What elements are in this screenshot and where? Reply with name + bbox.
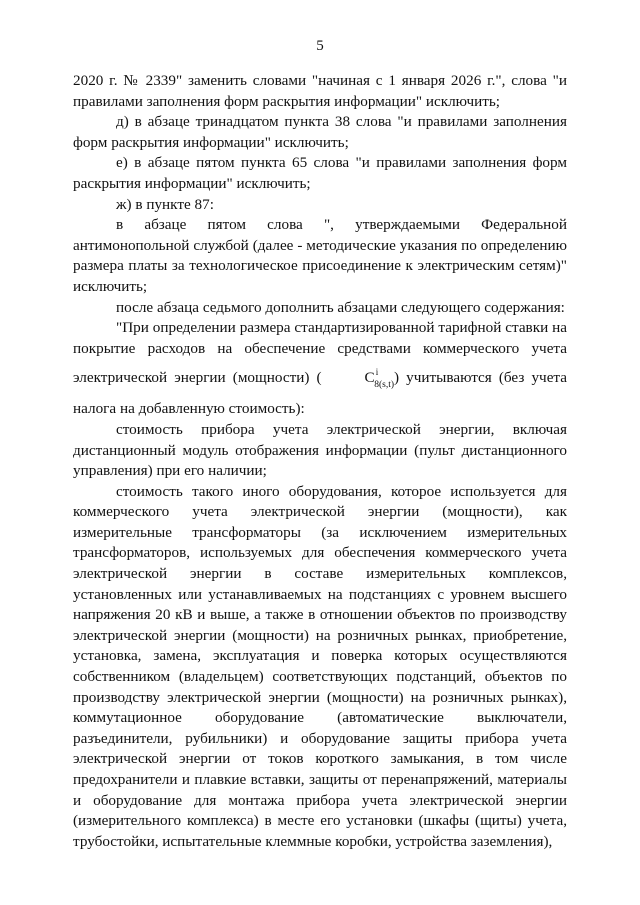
paragraph-after-seventh: после абзаца седьмого дополнить абзацами следующего содержания: [116,298,565,316]
document-body [73,71,567,852]
tariff-symbol-superscript: i [375,367,379,378]
formula-text-before: "При определении размера стандартизированной тарифной ставки на покрытие расходов на обеспечение средствами коммерческого учета электрической энергии (мощности) ( [73,319,567,387]
paragraph-other-equipment-cost: стоимость такого иного оборудования, которое используется для коммерческого учета электрической энергии (мощности), как измерительные трансформаторы (за исключением измерительных трансформаторов, используемых для обеспечения коммерческого учета электрической энергии в составе измерительных комплексов, установленных или устанавливаемых на подстанциях с уровнем высшего напряжения 20 кВ и выше, а также в отношении объектов по производству электрической энергии (мощности) на розничных рынках, приобретение, установка, замена, эксплуатация и поверка которых осуществляются собственником (владельцем) соответствующих подстанций, объектов по производству электрической энергии (мощности) на розничных рынках), коммутационное оборудование (автоматические выключатели, разъединители, рубильники) и оборудование защиты прибора учета электрической энергии от токов короткого замыкания, в том числе предохранители и плавкие вставки, защиты от перенапряжений, материалы и оборудование для монтажа прибора учета электрической энергии (измерительного комплекса) в месте его установки (шкафы (щиты) учета, трубостойки, испытательные клеммные коробки, устройства заземления), [73,482,567,850]
tariff-symbol-base: C [364,369,375,387]
paragraph-paragraph-five: в абзаце пятом слова ", утверждаемыми Федеральной антимонопольной службой (далее - методические указания по определению размера платы за технологическое присоединение к электрическим сетям)" исключить; [73,216,567,295]
paragraph-item-zh: ж) в пункте 87: [116,195,214,213]
paragraph-item-e: е) в абзаце пятом пункта 65 слова "и правилами заполнения форм раскрытия информации" исключить; [73,154,567,192]
paragraph-item-d: д) в абзаце тринадцатом пункта 38 слова "и правилами заполнения форм раскрытия информации" исключить; [73,113,567,151]
paragraph-formula [73,318,567,420]
tariff-symbol [322,359,394,399]
paragraph-meter-cost: стоимость прибора учета электрической энергии, включая дистанционный модуль отображения информации (пульт дистанционного управления) при его наличии; [73,420,567,480]
page-number: 5 [316,38,324,54]
paragraph-continuation: 2020 г. № 2339" заменить словами "начиная с 1 января 2026 г.", слова "и правилами заполнения форм раскрытия информации" исключить; [73,72,567,110]
formula-text-after: ) учитываются (без учета налога на добавленную стоимость): [73,369,567,418]
tariff-symbol-subscript: 8(s,t) [374,380,394,391]
